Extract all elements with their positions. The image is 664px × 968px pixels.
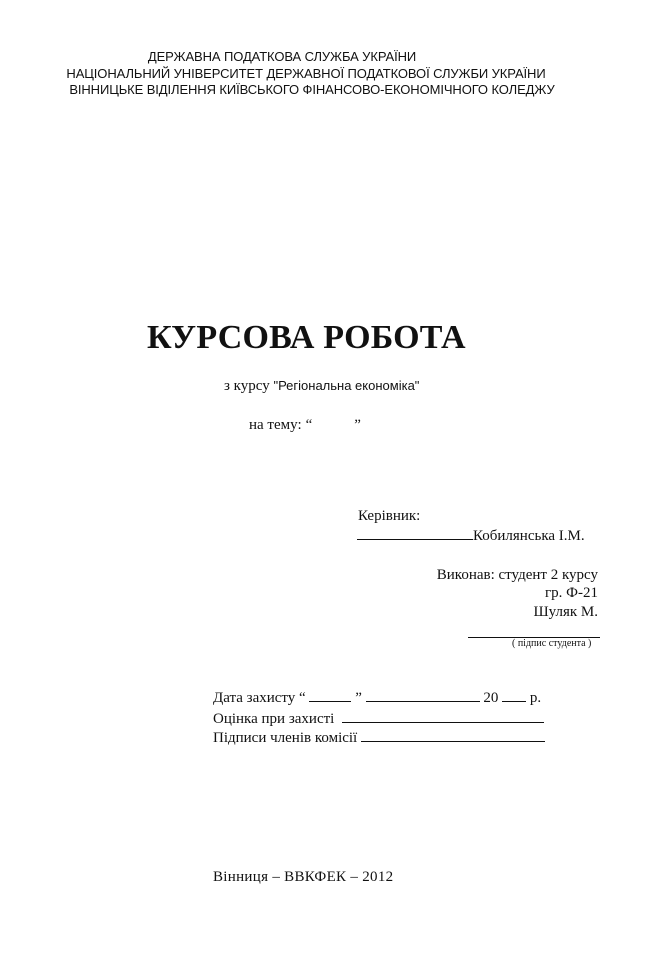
header-university-name: НАЦІОНАЛЬНИЙ УНІВЕРСИТЕТ ДЕРЖАВНОЇ ПОДАТКОВОЇ СЛУЖБИ УКРАЇНИ bbox=[66, 66, 546, 81]
author-name: Шуляк М. bbox=[533, 604, 598, 620]
course-name: "Регіональна економіка" bbox=[273, 378, 420, 393]
defense-year-suffix: р. bbox=[529, 690, 542, 706]
header-branch-name: ВІННИЦЬКЕ ВІДІЛЕННЯ КИЇВСЬКОГО ФІНАНСОВО-ЕКОНОМІЧНОГО КОЛЕДЖУ bbox=[69, 82, 555, 97]
defense-date-close-quote: ” bbox=[355, 690, 362, 706]
defense-grade-line bbox=[213, 708, 544, 728]
footer-city-year: Вінниця – ВВКФЕК – 2012 bbox=[213, 869, 394, 885]
supervisor-line bbox=[357, 525, 585, 545]
defense-grade-blank bbox=[342, 708, 544, 723]
supervisor-label: Керівник: bbox=[358, 508, 421, 524]
author-group: гр. Ф-21 bbox=[545, 585, 598, 601]
defense-year-blank bbox=[502, 687, 526, 702]
topic-open-quote: “ bbox=[305, 417, 313, 433]
defense-commission-line bbox=[213, 727, 545, 747]
author-status: Виконав: студент 2 курсу bbox=[436, 567, 598, 583]
course-line bbox=[224, 378, 419, 395]
supervisor-name: Кобилянська І.М. bbox=[473, 528, 585, 544]
defense-commission-label: Підписи членів комісії bbox=[213, 730, 358, 746]
defense-day-blank bbox=[309, 687, 351, 702]
defense-date-label: Дата захисту “ bbox=[213, 690, 306, 706]
document-title: КУРСОВА РОБОТА bbox=[147, 319, 466, 356]
topic-line bbox=[249, 417, 361, 434]
supervisor-signature-blank bbox=[357, 525, 473, 540]
header-service-name: ДЕРЖАВНА ПОДАТКОВА СЛУЖБА УКРАЇНИ bbox=[147, 49, 417, 64]
course-prefix: з курсу bbox=[224, 378, 270, 394]
defense-date-line bbox=[213, 687, 541, 707]
topic-close-quote: ” bbox=[354, 417, 361, 433]
defense-grade-label: Оцінка при захисті bbox=[213, 711, 335, 727]
student-signature-caption: ( підпис студента ) bbox=[512, 638, 592, 649]
topic-label: на тему: bbox=[249, 417, 302, 433]
defense-commission-blank bbox=[361, 727, 545, 742]
defense-month-blank bbox=[366, 687, 480, 702]
defense-year-prefix: 20 bbox=[483, 690, 499, 706]
